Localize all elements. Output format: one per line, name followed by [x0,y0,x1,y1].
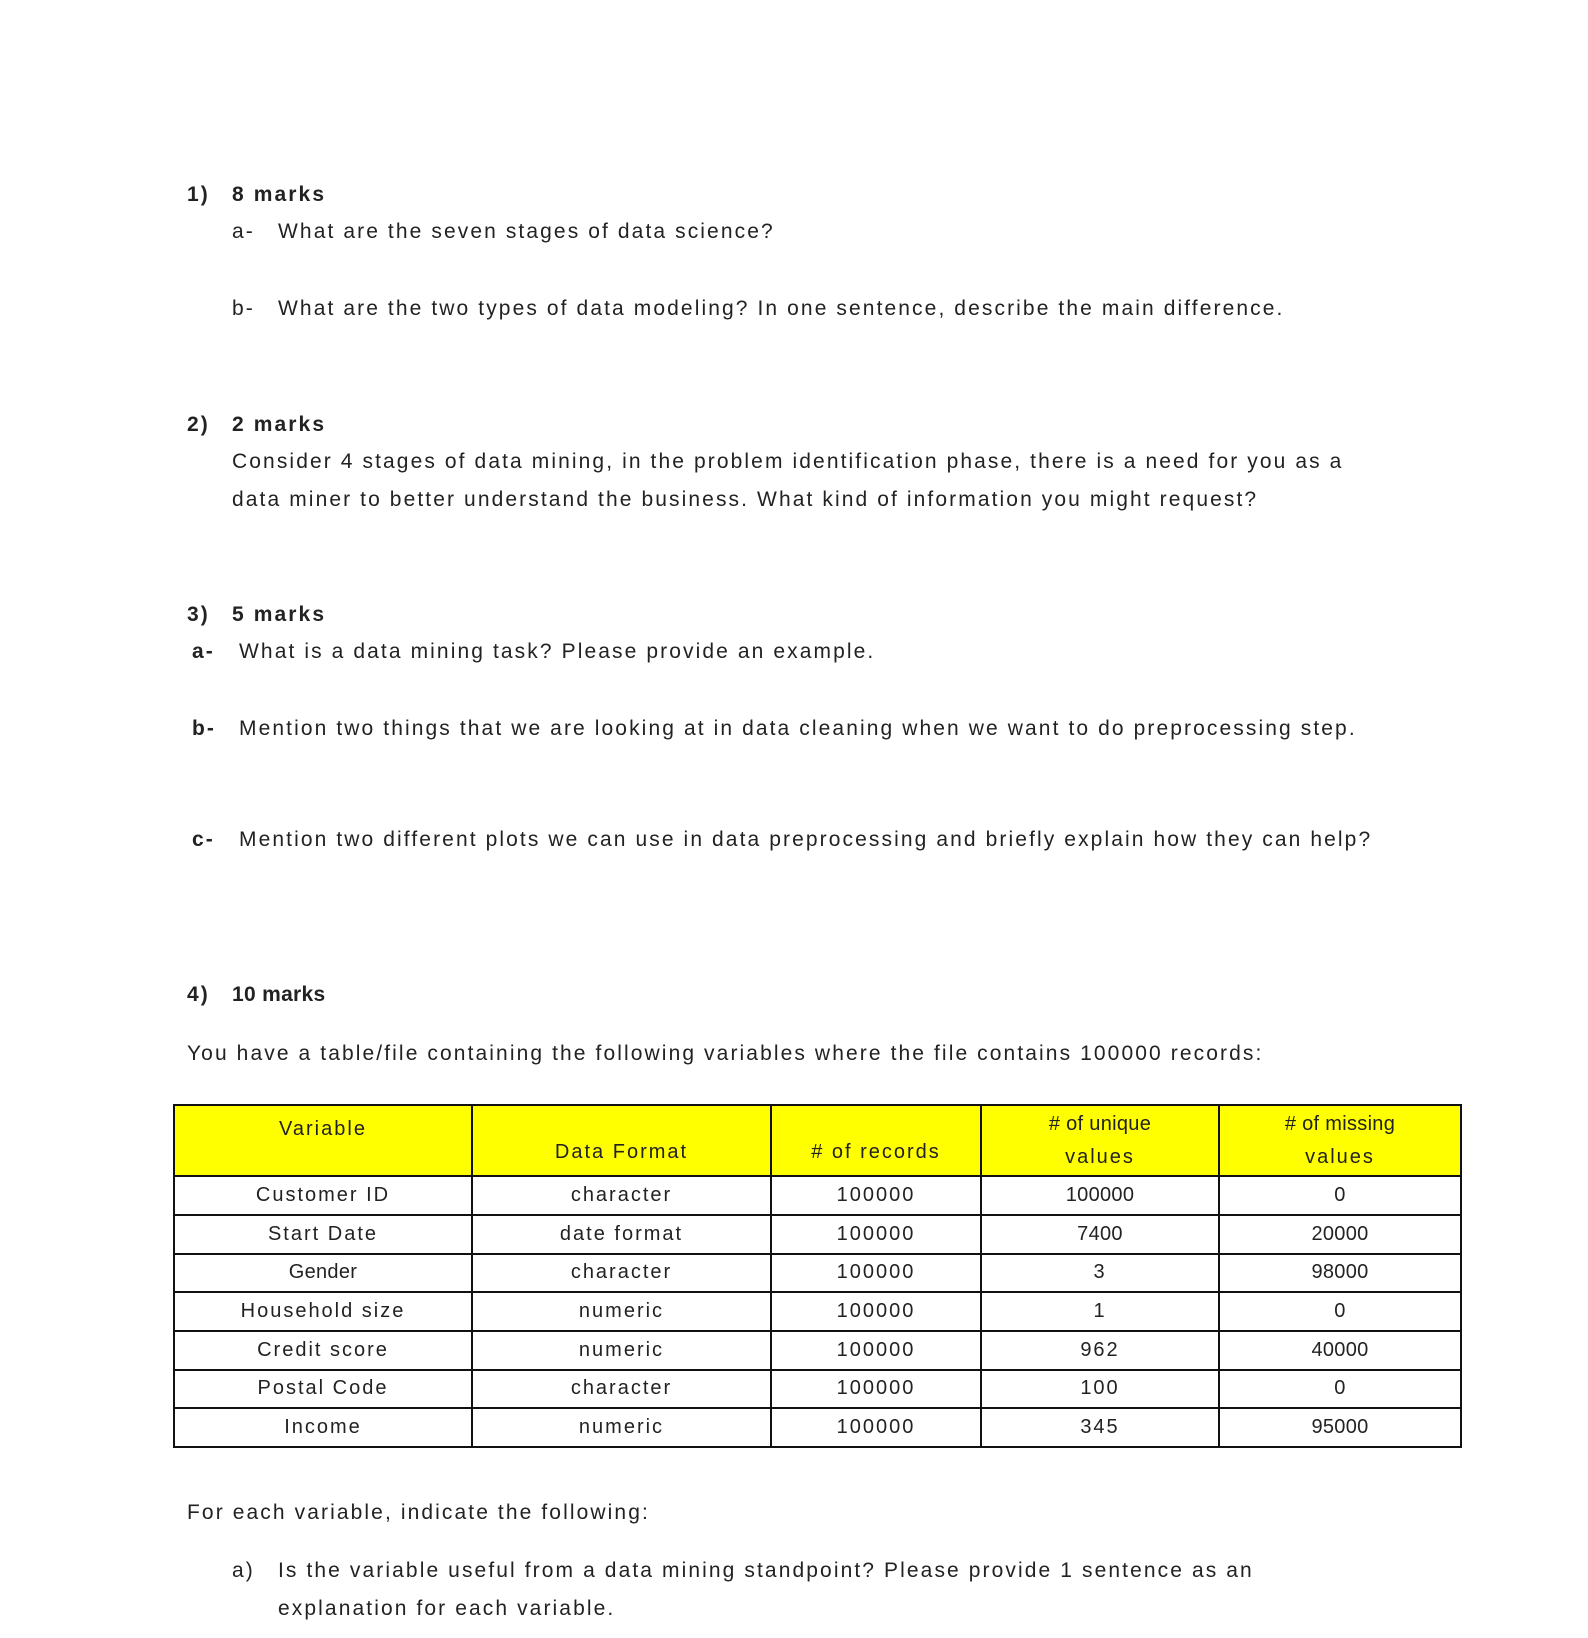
cell-unique: 962 [981,1331,1219,1370]
cell-format: character [472,1254,771,1293]
header-variable [174,1105,472,1176]
cell-variable: Gender [174,1254,472,1293]
q3a-text: What is a data mining task? Please provide an example. [239,640,876,663]
header-missing-line1: # of missing [1284,1112,1396,1135]
q1a-letter: a- [232,220,255,243]
q1-number: 1) [187,183,210,206]
cell-records: 100000 [771,1215,981,1254]
cell-records: 100000 [771,1370,981,1409]
cell-variable: Income [174,1408,472,1447]
cell-format: character [472,1370,771,1409]
q2-line-1: Consider 4 stages of data mining, in the problem identification phase, there is a need for you as a [232,450,1344,473]
table-row [174,1254,1461,1293]
cell-unique: 3 [981,1254,1219,1293]
header-unique-line1: # of unique [1048,1112,1152,1135]
q4-followup: For each variable, indicate the following: [187,1501,650,1524]
cell-unique: 100000 [981,1176,1219,1215]
cell-missing: 0 [1219,1292,1461,1331]
cell-missing: 95000 [1219,1408,1461,1447]
cell-format: numeric [472,1292,771,1331]
q3-number: 3) [187,603,210,626]
cell-unique: 7400 [981,1215,1219,1254]
table-row [174,1331,1461,1370]
table-row [174,1408,1461,1447]
q3a-letter: a- [192,640,215,663]
cell-missing: 0 [1219,1176,1461,1215]
q3b-text: Mention two things that we are looking at in data cleaning when we want to do preprocessing step. [239,717,1357,740]
q1-marks: 8 marks [232,183,327,206]
cell-format: character [472,1176,771,1215]
cell-format: numeric [472,1331,771,1370]
cell-variable: Postal Code [174,1370,472,1409]
q4-number: 4) [187,983,210,1006]
q4a-line-2: explanation for each variable. [278,1597,616,1620]
q2-marks: 2 marks [232,413,327,436]
q4a-letter: a) [232,1559,255,1582]
cell-unique: 1 [981,1292,1219,1331]
header-missing-line2: values [1305,1145,1375,1168]
cell-variable: Household size [174,1292,472,1331]
q3-marks: 5 marks [232,603,327,626]
q1b-letter: b- [232,297,255,320]
header-variable-label: Variable [279,1118,367,1141]
table-row [174,1215,1461,1254]
table-row [174,1292,1461,1331]
q2-line-2: data miner to better understand the business. What kind of information you might request? [232,488,1259,511]
table-row [174,1370,1461,1409]
variables-table [173,1104,1462,1448]
q3b-letter: b- [192,717,217,740]
cell-records: 100000 [771,1292,981,1331]
cell-missing: 20000 [1219,1215,1461,1254]
header-data-format-label: Data Format [554,1141,689,1164]
cell-records: 100000 [771,1176,981,1215]
q4a-line-1: Is the variable useful from a data mining standpoint? Please provide 1 sentence as an [278,1559,1254,1582]
cell-unique: 345 [981,1408,1219,1447]
header-unique [981,1105,1219,1176]
cell-format: numeric [472,1408,771,1447]
header-data-format [472,1105,771,1176]
q1a-text: What are the seven stages of data science? [278,220,775,243]
cell-format: date format [472,1215,771,1254]
cell-records: 100000 [771,1254,981,1293]
cell-missing: 40000 [1219,1331,1461,1370]
cell-variable: Customer ID [174,1176,472,1215]
q3c-letter: c- [192,828,215,851]
header-missing [1219,1105,1461,1176]
header-unique-line2: values [1065,1145,1135,1168]
cell-records: 100000 [771,1331,981,1370]
q2-number: 2) [187,413,210,436]
q1b-text: What are the two types of data modeling? In one sentence, describe the main difference. [278,297,1285,320]
cell-variable: Credit score [174,1331,472,1370]
q4-marks: 10 marks [232,983,326,1006]
table-row [174,1176,1461,1215]
q4-intro: You have a table/file containing the following variables where the file contains 100000 records: [187,1042,1264,1065]
cell-records: 100000 [771,1408,981,1447]
cell-missing: 98000 [1219,1254,1461,1293]
q3c-text: Mention two different plots we can use in data preprocessing and briefly explain how they can help? [239,828,1373,851]
cell-missing: 0 [1219,1370,1461,1409]
cell-variable: Start Date [174,1215,472,1254]
cell-unique: 100 [981,1370,1219,1409]
table-header-row [174,1105,1461,1176]
header-records [771,1105,981,1176]
header-records-label: # of records [811,1141,941,1164]
